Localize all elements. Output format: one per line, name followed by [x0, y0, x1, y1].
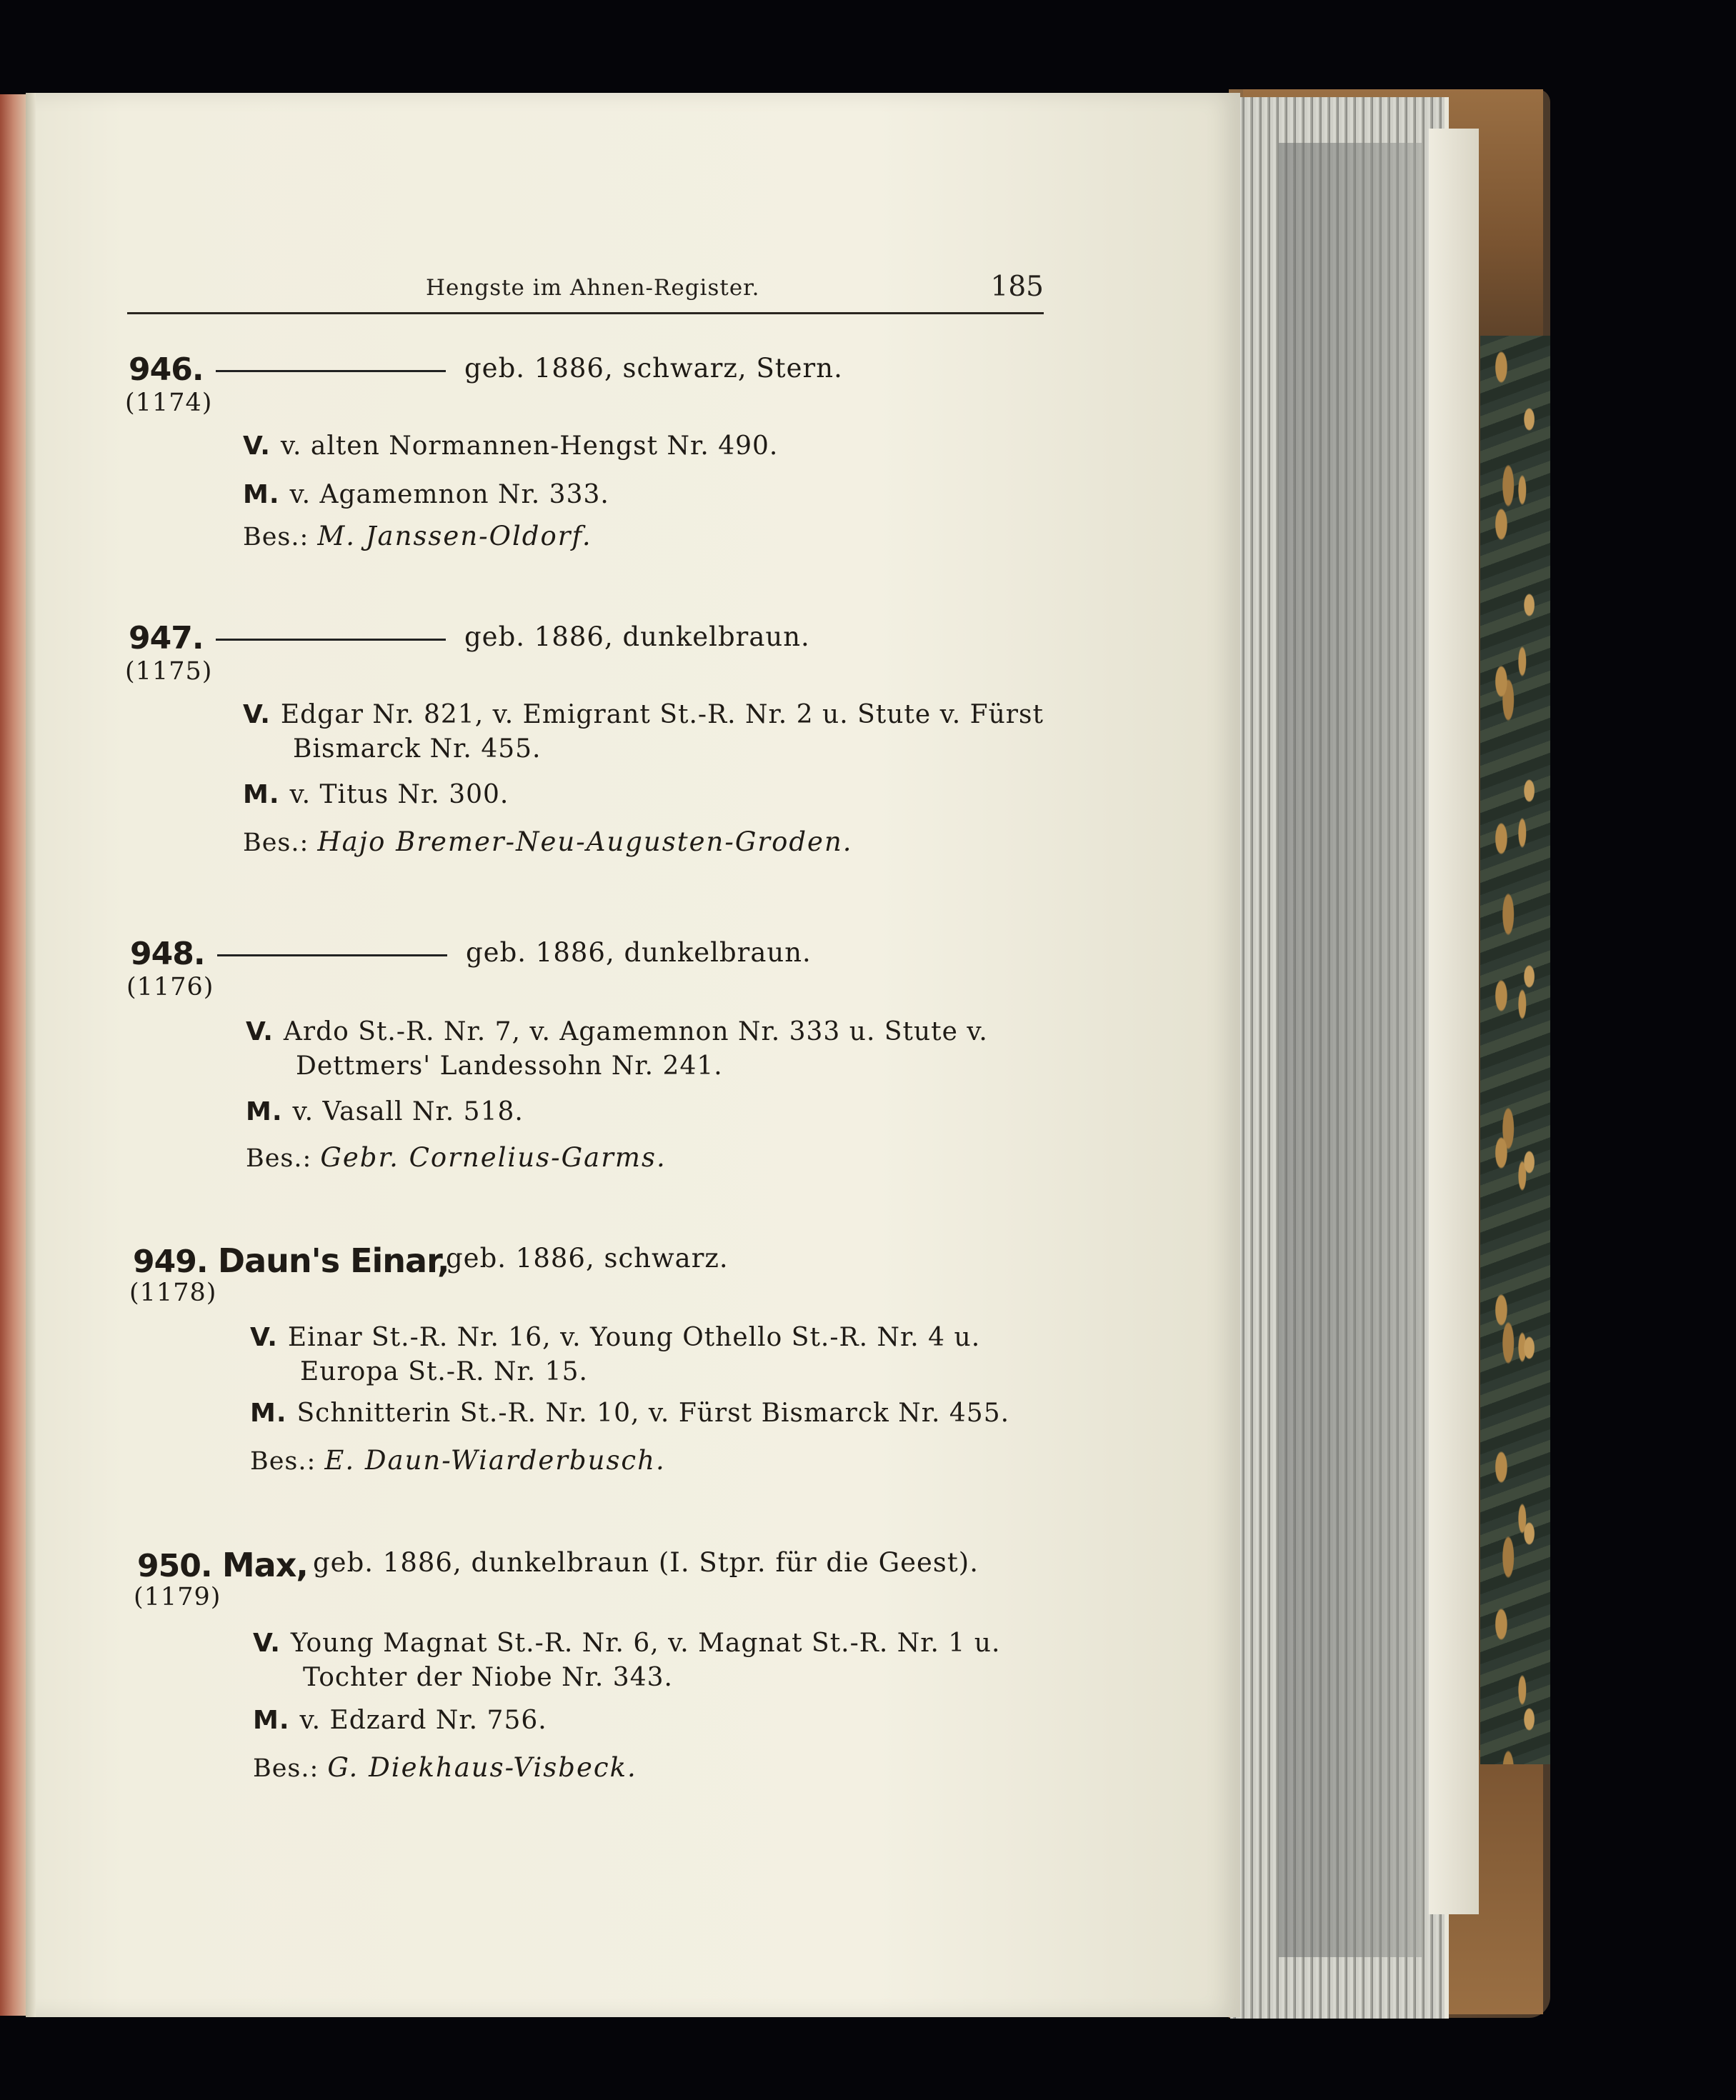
sire-text-continued: Bismarck Nr. 455. [293, 734, 542, 764]
dam-text: v. Titus Nr. 300. [289, 780, 509, 809]
entry-number [137, 1546, 321, 1584]
sire-line [246, 1016, 988, 1049]
owner-label: Bes.: [253, 1754, 319, 1783]
header-title: Hengste im Ahnen-Register. [426, 275, 760, 301]
owner-name: Gebr. Cornelius-Garms. [320, 1142, 667, 1173]
dam-line [243, 479, 609, 511]
dam-line [246, 1096, 524, 1129]
register-number: (1178) [129, 1279, 217, 1307]
sire-line [253, 1627, 1000, 1660]
sire-tag: V. [243, 700, 271, 729]
entry-number: 947. [129, 620, 204, 656]
register-number: (1179) [134, 1583, 221, 1611]
owner-label: Bes.: [243, 829, 309, 857]
sire-line [250, 1321, 980, 1354]
dam-tag: M. [246, 1097, 283, 1126]
owner-label: Bes.: [246, 1144, 312, 1173]
sire-tag: V. [253, 1629, 281, 1658]
owner-line [253, 1751, 637, 1785]
dam-tag: M. [253, 1706, 290, 1735]
name-blank-dash [216, 639, 446, 641]
owner-line [243, 826, 853, 859]
owner-name: M. Janssen-Oldorf. [317, 521, 592, 551]
sire-tag: V. [250, 1323, 278, 1352]
owner-line [246, 1141, 667, 1175]
dam-tag: M. [250, 1399, 287, 1428]
entry-number-text: 949. [133, 1244, 208, 1280]
dam-text: v. Agamemnon Nr. 333. [289, 480, 609, 509]
dam-text: v. Vasall Nr. 518. [292, 1097, 524, 1126]
header-rule [127, 312, 1044, 314]
sire-line [243, 699, 1044, 731]
entry-number-text: 950. [137, 1548, 212, 1584]
entry-number [133, 1241, 462, 1280]
page-gutter [26, 93, 36, 2017]
page-stack-shadow [1279, 143, 1422, 1957]
dam-text: Schnitterin St.-R. Nr. 10, v. Fürst Bismarck Nr. 455. [296, 1399, 1010, 1428]
running-header [127, 268, 1044, 318]
stallion-name: Max, [221, 1546, 308, 1584]
dam-line [250, 1397, 1009, 1430]
page-number: 185 [990, 271, 1044, 303]
owner-label: Bes.: [250, 1447, 316, 1476]
dam-line [243, 779, 509, 811]
register-number: (1176) [126, 973, 214, 1001]
sire-text-continued: Tochter der Niobe Nr. 343. [303, 1663, 673, 1692]
dam-line [253, 1704, 547, 1737]
owner-line [243, 520, 592, 554]
owner-label: Bes.: [243, 523, 309, 551]
sire-line [243, 430, 778, 463]
sire-text: Young Magnat St.-R. Nr. 6, v. Magnat St.-R. Nr. 1 u. [290, 1629, 1001, 1658]
name-blank-dash [216, 370, 446, 372]
register-number: (1175) [125, 657, 213, 686]
sire-text: Ardo St.-R. Nr. 7, v. Agamemnon Nr. 333 u. Stute v. [283, 1017, 988, 1046]
sire-tag: V. [243, 431, 271, 461]
birth-info: geb. 1886, schwarz. [446, 1243, 729, 1274]
stallion-name: Daun's Einar, [217, 1241, 449, 1280]
dam-tag: M. [243, 780, 280, 809]
owner-name: Hajo Bremer-Neu-Augusten-Groden. [317, 826, 853, 857]
birth-info: geb. 1886, dunkelbraun. [464, 621, 810, 652]
sire-text-continued: Dettmers' Landessohn Nr. 241. [296, 1051, 723, 1081]
marbled-cover-paper [1480, 336, 1550, 1764]
endpaper-edge [1429, 129, 1479, 1914]
sire-tag: V. [246, 1017, 274, 1046]
owner-line [250, 1444, 666, 1478]
dam-text: v. Edzard Nr. 756. [299, 1706, 547, 1735]
entry-number: 948. [130, 936, 205, 972]
birth-info: geb. 1886, schwarz, Stern. [464, 353, 843, 384]
birth-info: geb. 1886, dunkelbraun. [466, 937, 812, 968]
sire-text: v. alten Normannen-Hengst Nr. 490. [280, 431, 779, 461]
owner-name: E. Daun-Wiarderbusch. [324, 1445, 666, 1476]
birth-info: geb. 1886, dunkelbraun (I. Stpr. für die Geest). [313, 1547, 979, 1578]
sire-text-continued: Europa St.-R. Nr. 15. [300, 1357, 588, 1386]
entry-number: 946. [129, 351, 204, 388]
dam-tag: M. [243, 480, 280, 509]
register-number: (1174) [125, 389, 213, 417]
sire-text: Einar St.-R. Nr. 16, v. Young Othello St.-R. Nr. 4 u. [287, 1323, 981, 1352]
owner-name: G. Diekhaus-Visbeck. [327, 1752, 637, 1783]
sire-text: Edgar Nr. 821, v. Emigrant St.-R. Nr. 2 u. Stute v. Fürst [280, 700, 1044, 729]
name-blank-dash [217, 954, 447, 956]
